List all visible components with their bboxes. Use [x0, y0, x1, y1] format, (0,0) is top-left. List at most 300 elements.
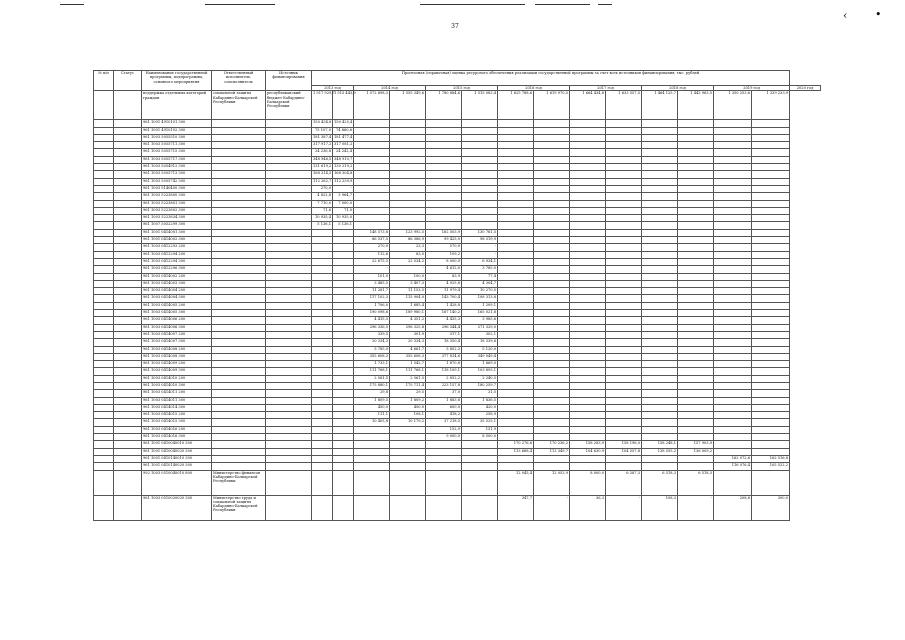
value-cell: [354, 200, 390, 207]
value-cell: 175 711,4: [390, 382, 426, 389]
value-cell: [606, 222, 642, 229]
value-cell: 1 633 557,5: [606, 91, 642, 120]
value-cell: [390, 134, 426, 141]
empty-cell: [114, 280, 142, 287]
value-cell: 75 107,0: [312, 127, 333, 134]
value-cell: [714, 375, 752, 382]
value-cell: 5 136,1: [333, 222, 354, 229]
empty-cell: [94, 404, 114, 411]
budget-code: 961 1003 0414011 200: [142, 390, 212, 397]
empty-cell: [94, 156, 114, 163]
empty-cell: [94, 258, 114, 265]
header-rule: [205, 4, 275, 5]
empty-cell: [266, 251, 312, 258]
value-cell: [333, 280, 354, 287]
empty-cell: [114, 266, 142, 273]
value-cell: [570, 404, 606, 411]
value-cell: 12 045,4: [498, 470, 534, 495]
empty-cell: [114, 215, 142, 222]
table-row: [94, 353, 821, 360]
value-cell: [606, 426, 642, 433]
empty-cell: [212, 280, 266, 287]
value-cell: [606, 412, 642, 419]
value-cell: [678, 127, 714, 134]
value-cell: [354, 120, 390, 127]
value-cell: 11 281,7: [354, 288, 390, 295]
value-cell: [426, 495, 462, 520]
value-cell: [642, 302, 678, 309]
value-cell: [714, 397, 752, 404]
value-cell: 18 339,6: [462, 339, 498, 346]
value-cell: [752, 346, 790, 353]
empty-cell: [94, 193, 114, 200]
value-cell: [714, 215, 752, 222]
empty-cell: [94, 171, 114, 178]
value-cell: 6 518,3: [678, 470, 714, 495]
empty-cell: [212, 171, 266, 178]
empty-cell: [212, 441, 266, 448]
value-cell: [534, 288, 570, 295]
value-cell: [390, 193, 426, 200]
value-cell: [333, 288, 354, 295]
value-cell: [606, 404, 642, 411]
value-cell: 29,5: [390, 390, 426, 397]
value-cell: [426, 178, 462, 185]
value-cell: [752, 331, 790, 338]
value-cell: [498, 463, 534, 470]
value-cell: [498, 127, 534, 134]
budget-code: 961 1003 0414009 300: [142, 368, 212, 375]
value-cell: [606, 331, 642, 338]
empty-cell: [94, 302, 114, 309]
value-cell: [426, 215, 462, 222]
value-cell: [642, 368, 678, 375]
value-cell: [312, 495, 333, 520]
value-cell: [570, 324, 606, 331]
value-cell: [570, 215, 606, 222]
value-cell: [390, 156, 426, 163]
value-cell: [354, 495, 390, 520]
empty-cell: [212, 200, 266, 207]
empty-cell: [212, 463, 266, 470]
value-cell: [498, 120, 534, 127]
value-cell: [354, 426, 390, 433]
budget-code: 961 1003 0414002 200: [142, 273, 212, 280]
value-cell: [498, 353, 534, 360]
value-cell: [333, 455, 354, 462]
value-cell: [312, 448, 333, 455]
value-cell: 152,0: [426, 426, 462, 433]
budget-code: 961 1003 0414007 300: [142, 339, 212, 346]
value-cell: 8 000,0: [426, 258, 462, 265]
table-row: [94, 134, 821, 141]
value-cell: 167 140,2: [426, 310, 462, 317]
value-cell: 86 386,9: [390, 237, 426, 244]
value-cell: [534, 266, 570, 273]
value-cell: [714, 419, 752, 426]
empty-cell: [94, 426, 114, 433]
value-cell: [312, 368, 333, 375]
value-cell: [678, 412, 714, 419]
value-cell: [678, 273, 714, 280]
value-cell: 1 515 443,9: [333, 91, 354, 120]
value-cell: [606, 280, 642, 287]
table-row: [94, 258, 821, 265]
value-cell: [426, 193, 462, 200]
value-cell: [570, 353, 606, 360]
empty-cell: [266, 280, 312, 287]
value-cell: 1 870,8: [426, 361, 462, 368]
value-cell: [426, 142, 462, 149]
value-cell: [462, 463, 498, 470]
value-cell: 2 852,2: [426, 375, 462, 382]
value-cell: [390, 222, 426, 229]
value-cell: 10 405,8: [354, 419, 390, 426]
budget-code: 961 1001 4910101 300: [142, 120, 212, 127]
value-cell: [333, 346, 354, 353]
budget-code: 961 1003 0414003 300: [142, 280, 212, 287]
value-cell: [752, 339, 790, 346]
value-cell: [642, 266, 678, 273]
table-row: [94, 171, 821, 178]
value-cell: [498, 222, 534, 229]
value-cell: 4 304,7: [462, 280, 498, 287]
header-rule: [535, 4, 590, 5]
value-cell: [534, 156, 570, 163]
value-cell: [498, 390, 534, 397]
value-cell: [678, 200, 714, 207]
empty-cell: [212, 193, 266, 200]
value-cell: [426, 200, 462, 207]
value-cell: 168 314,5: [312, 171, 333, 178]
value-cell: [390, 215, 426, 222]
value-cell: [752, 368, 790, 375]
value-cell: [462, 470, 498, 495]
empty-cell: [94, 412, 114, 419]
empty-cell: [94, 339, 114, 346]
value-cell: 4 435,3: [426, 317, 462, 324]
empty-cell: [114, 229, 142, 236]
value-cell: [390, 149, 426, 156]
value-cell: [534, 434, 570, 441]
value-cell: [498, 455, 534, 462]
value-cell: [606, 215, 642, 222]
value-cell: [714, 222, 752, 229]
value-cell: [312, 273, 333, 280]
value-cell: [333, 331, 354, 338]
value-cell: [312, 470, 333, 495]
empty-cell: [266, 171, 312, 178]
value-cell: [498, 215, 534, 222]
value-cell: [642, 455, 678, 462]
empty-cell: [114, 273, 142, 280]
empty-cell: [212, 448, 266, 455]
value-cell: [678, 382, 714, 389]
value-cell: [714, 317, 752, 324]
year-header: 2019 год: [714, 86, 790, 91]
value-cell: 4 925,8: [426, 280, 462, 287]
value-cell: [312, 375, 333, 382]
value-cell: [498, 229, 534, 236]
empty-cell: [212, 229, 266, 236]
value-cell: [606, 164, 642, 171]
value-cell: [606, 156, 642, 163]
empty-cell: [266, 346, 312, 353]
empty-cell: [212, 317, 266, 324]
value-cell: 4 612,0: [426, 266, 462, 273]
value-cell: [462, 207, 498, 214]
value-cell: [642, 207, 678, 214]
value-cell: 108,3: [642, 495, 678, 520]
value-cell: [333, 495, 354, 520]
value-cell: 1 555 349,6: [390, 91, 426, 120]
value-cell: 10 179,2: [390, 419, 426, 426]
value-cell: 1 428,8: [426, 302, 462, 309]
empty-cell: [266, 426, 312, 433]
budget-code: 961 1003 0414010 300: [142, 382, 212, 389]
value-cell: [678, 193, 714, 200]
empty-cell: [114, 463, 142, 470]
value-cell: 168 304,8: [333, 171, 354, 178]
value-cell: [534, 463, 570, 470]
budget-code: 961 1003 0414016 200: [142, 426, 212, 433]
value-cell: 1 780 884,6: [426, 91, 462, 120]
value-cell: [462, 127, 498, 134]
value-cell: [534, 295, 570, 302]
value-cell: 302,1: [462, 331, 498, 338]
value-cell: [714, 207, 752, 214]
empty-cell: [212, 120, 266, 127]
page-number: 37: [451, 23, 459, 30]
value-cell: 2 561,5: [354, 375, 390, 382]
table-row: [94, 120, 821, 127]
value-cell: [606, 324, 642, 331]
value-cell: -: [678, 495, 714, 520]
value-cell: -: [534, 495, 570, 520]
value-cell: [570, 237, 606, 244]
value-cell: 22 675,5: [354, 258, 390, 265]
value-cell: [426, 149, 462, 156]
value-cell: [714, 229, 752, 236]
table-row: [94, 375, 821, 382]
budget-code: 961 1003 5140400 300: [142, 185, 212, 192]
value-cell: 181 387,4: [312, 134, 333, 141]
value-cell: 111 768,1: [390, 368, 426, 375]
value-cell: [642, 426, 678, 433]
value-cell: -: [354, 266, 390, 273]
value-cell: 170 276,6: [498, 441, 534, 448]
value-cell: 77,4: [462, 273, 498, 280]
value-cell: 18 350,4: [426, 339, 462, 346]
value-cell: [606, 346, 642, 353]
value-cell: 1 517 929,7: [312, 91, 333, 120]
empty-cell: [94, 455, 114, 462]
budget-code: 961 1003 5055717 300: [142, 156, 212, 163]
value-cell: [642, 171, 678, 178]
empty-cell: [94, 164, 114, 171]
value-cell: [333, 382, 354, 389]
value-cell: [333, 463, 354, 470]
table-row: [94, 346, 821, 353]
value-cell: [498, 426, 534, 433]
value-cell: [534, 419, 570, 426]
value-cell: 112 239,9: [333, 178, 354, 185]
value-cell: 1 706,0: [354, 302, 390, 309]
value-cell: 37,0: [426, 390, 462, 397]
value-cell: 450,0: [354, 404, 390, 411]
value-cell: [462, 222, 498, 229]
value-cell: [606, 434, 642, 441]
value-cell: [462, 156, 498, 163]
table-row: [94, 200, 821, 207]
value-cell: 1 664 434,8: [570, 91, 606, 120]
value-cell: 1 209,1: [462, 302, 498, 309]
value-cell: 1 685,4: [390, 302, 426, 309]
value-cell: 418,2: [426, 412, 462, 419]
empty-cell: [266, 404, 312, 411]
empty-cell: [114, 193, 142, 200]
program-name: поддержка отдельных категорий граждан: [142, 91, 212, 120]
value-cell: [333, 258, 354, 265]
value-cell: [752, 120, 790, 127]
empty-cell: [114, 426, 142, 433]
value-cell: 83,9: [426, 273, 462, 280]
value-cell: 10 935,4: [312, 215, 333, 222]
empty-cell: [94, 134, 114, 141]
empty-cell: [94, 222, 114, 229]
value-cell: [752, 419, 790, 426]
value-cell: [426, 171, 462, 178]
value-cell: [606, 397, 642, 404]
table-row: [94, 470, 821, 495]
value-cell: [333, 404, 354, 411]
value-cell: [312, 229, 333, 236]
empty-cell: [266, 134, 312, 141]
value-cell: [570, 310, 606, 317]
value-cell: [678, 266, 714, 273]
value-cell: [714, 258, 752, 265]
value-cell: 36,3: [570, 495, 606, 520]
value-cell: [333, 368, 354, 375]
empty-cell: [212, 178, 266, 185]
value-cell: [606, 382, 642, 389]
empty-cell: [212, 185, 266, 192]
value-cell: 4 822,8: [312, 193, 333, 200]
value-cell: [333, 273, 354, 280]
budget-code: 961 1003 0414014 300: [142, 404, 212, 411]
value-cell: [312, 288, 333, 295]
empty-cell: [266, 463, 312, 470]
value-cell: [642, 251, 678, 258]
value-cell: [312, 434, 333, 441]
value-cell: [752, 397, 790, 404]
empty-cell: [266, 193, 312, 200]
value-cell: [752, 404, 790, 411]
empty-cell: [266, 156, 312, 163]
value-cell: [498, 171, 534, 178]
value-cell: [678, 156, 714, 163]
budget-code: 961 1003 0414016 300: [142, 434, 212, 441]
value-cell: 162 503,9: [426, 229, 462, 236]
value-cell: [534, 207, 570, 214]
value-cell: -: [390, 266, 426, 273]
table-row: [94, 302, 821, 309]
value-cell: [462, 149, 498, 156]
value-cell: [678, 280, 714, 287]
value-cell: [390, 434, 426, 441]
year-header: 2020 год: [790, 86, 821, 91]
table-row: [94, 434, 821, 441]
budget-code: 961 1001 4910102 300: [142, 127, 212, 134]
value-cell: [678, 324, 714, 331]
value-cell: [752, 302, 790, 309]
empty-cell: [114, 222, 142, 229]
value-cell: 148 573,8: [354, 229, 390, 236]
value-cell: 143 700,4: [426, 295, 462, 302]
empty-cell: [114, 495, 142, 520]
value-cell: [752, 375, 790, 382]
value-cell: [312, 419, 333, 426]
value-cell: 123 992,5: [390, 229, 426, 236]
value-cell: [462, 448, 498, 455]
value-cell: [642, 463, 678, 470]
value-cell: [714, 149, 752, 156]
value-cell: 570,0: [426, 244, 462, 251]
value-cell: [534, 426, 570, 433]
table-row: [94, 448, 821, 455]
value-cell: [606, 185, 642, 192]
value-cell: [312, 331, 333, 338]
value-cell: 189 980,1: [390, 310, 426, 317]
value-cell: [678, 310, 714, 317]
value-cell: [333, 266, 354, 273]
value-cell: [678, 258, 714, 265]
empty-cell: [94, 149, 114, 156]
empty-cell: [212, 419, 266, 426]
value-cell: [333, 390, 354, 397]
value-cell: [570, 156, 606, 163]
value-cell: [570, 390, 606, 397]
value-cell: [752, 317, 790, 324]
value-cell: 347,7: [498, 495, 534, 520]
empty-cell: [266, 441, 312, 448]
value-cell: [570, 134, 606, 141]
value-cell: 5 785,0: [354, 346, 390, 353]
value-cell: [678, 171, 714, 178]
value-cell: [570, 346, 606, 353]
empty-cell: [212, 164, 266, 171]
value-cell: [570, 222, 606, 229]
value-cell: 3 985,6: [462, 317, 498, 324]
empty-cell: [94, 266, 114, 273]
value-cell: [390, 171, 426, 178]
empty-cell: [94, 448, 114, 455]
value-cell: [752, 361, 790, 368]
value-cell: [534, 178, 570, 185]
value-cell: [752, 288, 790, 295]
value-cell: 151,9: [462, 426, 498, 433]
value-cell: [333, 237, 354, 244]
empty-cell: [266, 185, 312, 192]
value-cell: [498, 346, 534, 353]
value-cell: [714, 353, 752, 360]
value-cell: [678, 317, 714, 324]
value-cell: [752, 434, 790, 441]
value-cell: 150 434,8: [312, 120, 333, 127]
budget-code: 961 1003 0412296 300: [142, 266, 212, 273]
value-cell: [678, 295, 714, 302]
empty-cell: [114, 171, 142, 178]
